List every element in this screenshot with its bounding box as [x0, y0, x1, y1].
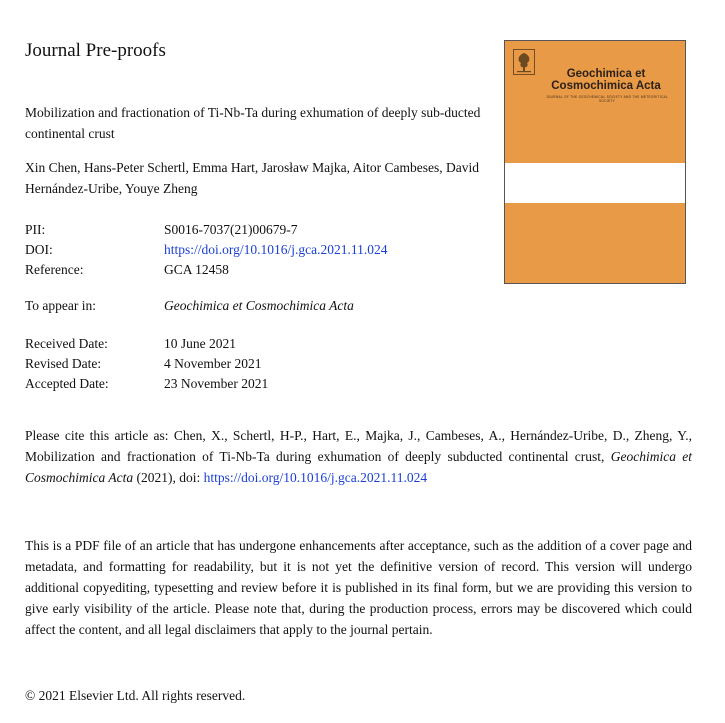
revised-label: Revised Date:: [25, 356, 102, 371]
pii-label: PII:: [25, 222, 46, 237]
appear-journal: Geochimica et Cosmochimica Acta: [164, 298, 354, 313]
reference-value: GCA 12458: [164, 262, 229, 277]
citation-paragraph: [25, 425, 692, 488]
citation-journal: Geochimica et Cosmochimica Acta: [25, 449, 693, 485]
cover-journal-subtitle: JOURNAL OF THE GEOCHEMICAL SOCIETY AND THE METEORITICAL SOCIETY: [546, 95, 668, 103]
meta-pii-row: [25, 220, 298, 240]
meta-doi-row: [25, 240, 388, 260]
appear-label: To appear in:: [25, 298, 97, 313]
doi-label: DOI:: [25, 242, 53, 257]
journal-header: Journal Pre-proofs: [25, 40, 166, 61]
pii-value: S0016-7037(21)00679-7: [164, 222, 298, 237]
doi-link[interactable]: https://doi.org/10.1016/j.gca.2021.11.024: [164, 242, 388, 257]
cover-journal-title: Geochimica et Cosmochimica Acta: [551, 68, 661, 92]
meta-appear-row: [25, 296, 354, 316]
preproof-notice: This is a PDF file of an article that has undergone enhancements after acceptance, such as the addition of a cover page and metadata, and formatting for readability, but it is not yet the definitive version of record. This version will undergo additional copyediting, typesetting and review before it is published in its final form, but we are providing this version to give early visibility of the article. Please note that, during the production process, errors may be discovered which could affect the content, and all legal disclaimers that apply to the journal pertain.: [25, 538, 692, 637]
citation-year: (2021), doi:: [133, 470, 204, 485]
article-authors: Xin Chen, Hans-Peter Schertl, Emma Hart, Jarosław Majka, Aitor Cambeses, David Hernández-Uribe, Youye Zheng: [25, 160, 480, 196]
meta-revised-row: [25, 354, 261, 374]
accepted-label: Accepted Date:: [25, 376, 109, 391]
meta-received-row: [25, 334, 236, 354]
journal-cover: [504, 40, 686, 284]
article-title: Mobilization and fractionation of Ti-Nb-Ta during exhumation of deeply sub-ducted continental crust: [25, 105, 481, 141]
received-label: Received Date:: [25, 336, 108, 351]
citation-doi-link[interactable]: https://doi.org/10.1016/j.gca.2021.11.024: [203, 470, 428, 485]
reference-label: Reference:: [25, 262, 84, 277]
citation-text: Please cite this article as: Chen, X., Schertl, H-P., Hart, E., Majka, J., Cambeses, A., Hernández-Uribe, D., Zheng, Y., Mobilization and fractionation of Ti-Nb-Ta during exhumation of deeply subducted continental crust,: [25, 428, 692, 464]
copyright-notice: © 2021 Elsevier Ltd. All rights reserved.: [25, 688, 246, 703]
revised-value: 4 November 2021: [164, 356, 262, 371]
meta-accepted-row: [25, 374, 268, 394]
received-value: 10 June 2021: [164, 336, 236, 351]
meta-reference-row: [25, 260, 229, 280]
cover-white-band: [505, 163, 685, 203]
accepted-value: 23 November 2021: [164, 376, 269, 391]
